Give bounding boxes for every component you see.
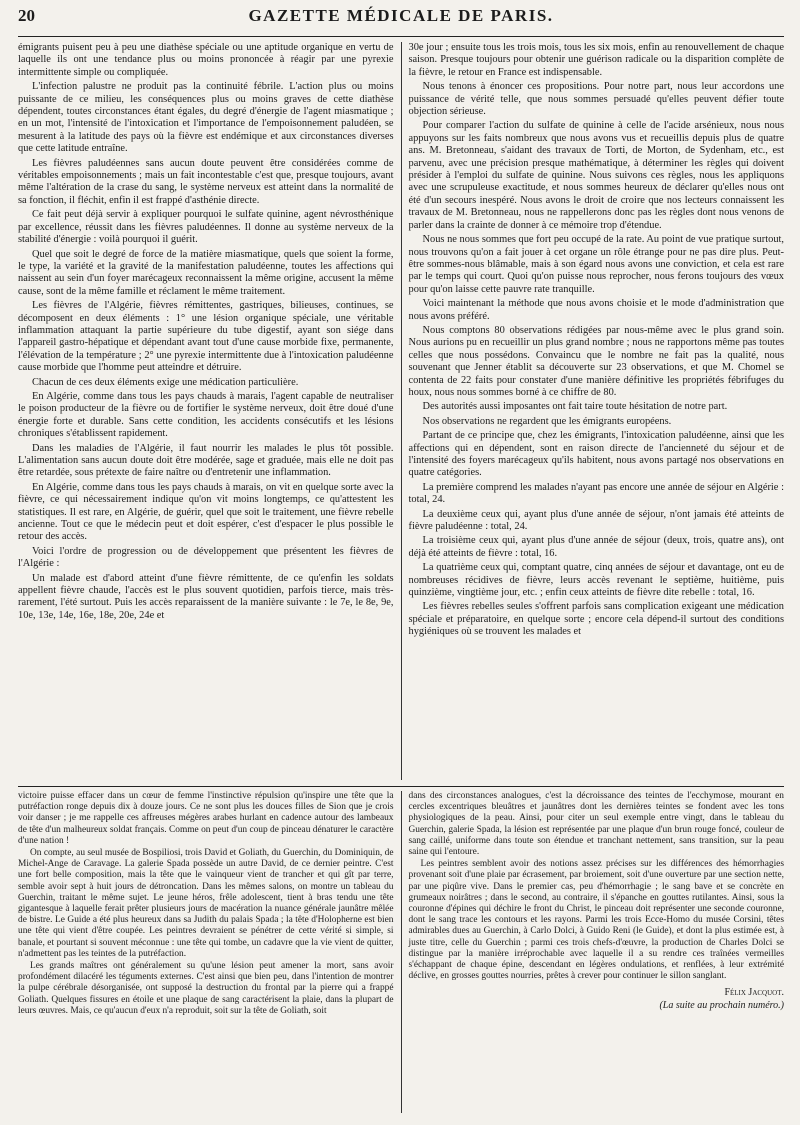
paragraph: Chacun de ces deux éléments exige une médication particulière. <box>32 376 299 388</box>
continued-note: (La suite au prochain numéro.) <box>659 1000 784 1012</box>
paragraph: Nous comptons 80 observations rédigées par nous-même avec le plus grand soin. Nous aurions pu en recueillir un plus grand nombre ; nous ne rapportons même pas toutes celles que nous possédons. Convaincu que le nombre ne fait pas la qualité, nous souvenant que Jenner établit sa découverte sur 23 observations, et que M. Chomel se contenta de 22 faits pour constater d'une manière définitive les propriétés fébrifuges du houx, nous nous sommes borné à ce chiffre de 80. <box>408 324 784 398</box>
paragraph: Nous ne nous sommes que fort peu occupé de la rate. Au point de vue pratique surtout, nous trouvons qu'on a fait jouer à cet organe un rôle étrange pour ne pas dire plus. Peut-être sommes-nous blâmable, mais à son égard nous avons une conviction, et cela est rare par le temps qui court. Quoi qu'on puisse nous reprocher, nous ferons toujours des vœux pour qu'on laisse cette pauvre rate tranquille. <box>408 234 784 295</box>
paragraph: Les peintres semblent avoir des notions assez précises sur les différences des hémorrhagies provenant soit d'une plaie par écrasement, par broiement, soit d'une ouverture par une section nette, par une piqûre vive. Dans le premier cas, peu d'hémorrhagie ; le sang bave et se concrète en grumeaux noirâtres ; dans le second, au contraire, il s'épanche en gouttes rutilantes. Ainsi, sous la couronne d'épines qui déchire le front du Christ, le pinceau doit représenter une seconde couronne, dont le sang trace les contours et les rayons. Parmi les trois Ecce-Homo du musée Corsini, têtes admirables dues au Guerchin, à Carlo Dolci, à Guido Reni (le Guide), et dont la plus estimée est, à juste titre, celle du Guerchin ; parmi ces trois chefs-d'œuvre, la production de Charles Dolci se distingue par la manière irréprochable avec laquelle il a su rendre ces traînées vermeilles s'échappant de chaque épine, descendant en légères ondulations, et renflées, à leur extrémité déclive, en grosses gouttes nourries, prêtes à crever pour continuer le sillon sanglant. <box>408 859 784 982</box>
page-number: 20 <box>18 6 35 25</box>
feuilleton-right-paragraphs <box>409 791 785 982</box>
paragraph: L'infection palustre ne produit pas la continuité fébrile. L'action plus ou moins puissante de ce milieu, les conséquences plus ou moins graves de cette diathèse dépendent, toutes circonstances étant égales, du degré d'énergie de l'agent miasmatique ; en un mot, l'intensité de l'intoxication et l'importance de l'empoisonnement paludéen, se mesurent à la latitude des pays où la fièvre est endémique et aux circonstances diverses que cette latitude entraîne. <box>18 81 394 155</box>
paragraph: Les grands maîtres ont généralement su qu'une lésion peut amener la mort, sans avoir profondément dilacéré les téguments externes. C'est ainsi que bien peu, dans l'intention de montrer la pulpe cérébrale désorganisée, ont supposé la destruction du frontal par la pierre qui a frappé Goliath. Quelques fissures en étoile et une plaque de sang caractérisent la plaie, dans la plupart de leurs œuvres. Mais, ce qu'aucun d'eux n'a reproduit, soit sur la tête de Goliath, soit <box>18 961 394 1016</box>
paragraph: victoire puisse effacer dans un cœur de femme l'instinctive répulsion qu'inspire une tête que la putréfaction ronge depuis dix à douze jours. Ce ne sont plus les douces filles de Sion que je crois voir danser ; je me rappelle ces affreuses mégères arabes hurlant en cadence autour des lambeaux de tête d'un malheureux soldat français. Comme on peut d'un coup de pinceau dénaturer le caractère d'une nation ! <box>18 791 394 846</box>
paragraph: La première comprend les malades n'ayant pas encore une année de séjour en Algérie : total, 24. <box>408 481 784 506</box>
paragraph: Des autorités aussi imposantes ont fait taire toute hésitation de notre part. <box>422 401 728 413</box>
paragraph: Nous tenons à énoncer ces propositions. Pour notre part, nous leur accordons une puissance de vérité telle, que nous sommes persuadé qu'elles peuvent défier toute objection sérieuse. <box>408 81 784 118</box>
paragraph: Les fièvres paludéennes sans aucun doute peuvent être considérées comme de véritables empoisonnements ; mais un fait incontestable c'est que, presque toujours, avant même l'altération de la crase du sang, le système nerveux est atteint dans la normalité de sa fonction, il fléchit, enfin il est frappé d'asthénie directe. <box>18 157 394 206</box>
paragraph: Un malade est d'abord atteint d'une fièvre rémittente, de ce qu'enfin les soldats appellent fièvre chaude, l'accès est le plus souvent quotidien, parfois tierce, mais très-rarement, l'été surtout. Puis les accès reparaissent de la manière suivante : le 7e, le 8e, 9e, 10e, 13e, 14e, 16e, 18e, 20e, 24e et <box>18 572 394 621</box>
paragraph: Quel que soit le degré de force de la matière miasmatique, quels que soient la forme, le type, la variété et la gravité de la manifestation paludéenne, toutes les affections qui naissent au sein d'un foyer marécageux reconnaissent la même origine, accusent la même cause, sont de la même famille et réclament le même traitement. <box>18 248 394 297</box>
running-head <box>18 6 784 37</box>
journal-title: GAZETTE MÉDICALE DE PARIS. <box>248 6 554 25</box>
paragraph: En Algérie, comme dans tous les pays chauds à marais, on vit en quelque sorte avec la fièvre, ce qui nécessairement indique qu'on vit moins longtemps, ce qu'attestent les statistiques. Il est rare, en Algérie, de guérir, quel que soit le traitement, une fièvre rebelle ancienne. Tout ce que le médecin peut et doit espérer, c'est d'espacer le plus possible le retour des accès. <box>18 481 394 543</box>
paragraph: Partant de ce principe que, chez les émigrants, l'intoxication paludéenne, ainsi que les affections qui en dépendent, sont en raison directe de l'ancienneté du séjour et de l'intensité des foyers marécageux qu'ils habitent, nous avons partagé nos observations en quatre catégories. <box>408 430 784 479</box>
paragraph: Ce fait peut déjà servir à expliquer pourquoi le sulfate quinine, agent névrosthénique par excellence, réussit dans les fièvres paludéennes. Il donne au système nerveux de la stabilité d'énergie : voilà pourquoi il guérit. <box>18 209 394 246</box>
paragraph: La quatrième ceux qui, comptant quatre, cinq années de séjour et davantage, ont eu de nombreuses récidives de fièvre, leurs accès revenant le septième, huitième, puis quinzième, vingtième jour, etc. ; enfin ceux atteints de fièvre dite rebelle : total, 16. <box>408 562 784 599</box>
paragraph: Pour comparer l'action du sulfate de quinine à celle de l'acide arsénieux, nous nous appuyons sur les faits nombreux que nous avons vus et recueillis depuis plus de quatre ans. M. Bretonneau, s'aidant des travaux de Torti, de Morton, de Sydenham, etc., est parvenu, avec une précision presque mathématique, à déterminer les règles qui doivent présider à l'emploi du sulfate de quinine. Nous suivons ces règles, nous les appliquons avec une scrupuleuse exactitude, et nous sommes heureux de déclarer qu'elles nous ont été d'un secours inespéré. Nous avons le droit de croire que nos lecteurs connaissent les travaux de M. Bretonneau, nous ne rappellerons donc pas les règles dont nous venons de parler dans la crainte de donner à ce mémoire trop d'étendue. <box>408 120 784 231</box>
paragraph: Les fièvres de l'Algérie, fièvres rémittentes, gastriques, bilieuses, continues, se décomposent en deux éléments : 1° une lésion organique spéciale, une véritable inflammation attaquant la partie supérieure du tube digestif, ayant son siége dans l'appareil gastro-hépatique et dépendant avant tout d'une cause morbide fixe, permanente, l'élévation de la température ; 2° une pyrexie intermittente due à l'intoxication paludéenne cause morbide que l'homme peut atteindre et détruire. <box>18 300 394 374</box>
main-article-right-column <box>402 42 785 780</box>
paragraph: dans des circonstances analogues, c'est la décroissance des teintes de l'ecchymose, mourant en cercles excentriques bleuâtres et jaunâtres dont les dernières teintes se fondent avec les tons physiologiques de la peau. Ainsi, pour citer un seul exemple entre vingt, dans le tableau du Guerchin, galerie Spada, la lésion est représentée par une plaque d'un brun rouge foncé, couleur de sang caillé, uniforme dans toute son étendue et tranchant nettement, sans transition, sur la peau saine qui l'entoure. <box>408 791 784 858</box>
paragraph: La deuxième ceux qui, ayant plus d'une année de séjour, n'ont jamais été atteints de fièvre paludéenne : total, 24. <box>408 508 784 533</box>
paragraph: La troisième ceux qui, ayant plus d'une année de séjour (deux, trois, quatre ans), ont déjà été atteints de fièvre : total, 16. <box>408 535 784 559</box>
author-signature: Félix Jacquot. <box>724 987 784 999</box>
paragraph: Dans les maladies de l'Algérie, il faut nourrir les malades le plus tôt possible. L'alimentation sans aucun doute doit être modérée, sage et graduée, mais elle ne doit pas être retardée, sous prétexte de faire naître ou d'entretenir une inflammation. <box>18 442 394 479</box>
feuilleton <box>18 791 784 1113</box>
paragraph: 30e jour ; ensuite tous les trois mois, tous les six mois, enfin au renouvellement de chaque saison. Presque toujours pour obtenir une guérison radicale ou la disparition complète de la fièvre, le retour en France est indispensable. <box>408 42 784 78</box>
feuilleton-left-column <box>18 791 402 1113</box>
main-article-left-column <box>18 42 402 780</box>
paragraph: En Algérie, comme dans tous les pays chauds à marais, l'agent capable de neutraliser le poison producteur de la fièvre ou de fortifier le système nerveux, doit être doué d'une énergie forte et durable. Sans cette condition, les accidents consécutifs et les lésions chroniques s'établissent rapidement. <box>18 390 394 440</box>
paragraph: Les fièvres rebelles seules s'offrent parfois sans complication exigeant une médication spéciale et préparatoire, en quelque sorte ; encore cela dépend-il surtout des conditions hygiéniques où se trouvent les malades et <box>408 601 784 638</box>
paragraph: On compte, au seul musée de Bospiliosi, trois David et Goliath, du Guerchin, du Dominiquin, de Michel-Ange de Caravage. La galerie Spada possède un autre David, de ce dernier peintre. C'est une fort belle composition, mais la tête que le vainqueur vient de trancher et qui gît par terre, semble avoir sept à huit jours de détroncation. Dans les mêmes salons, on montre un tableau du Guerchin, traitant le même sujet. Le jeune héros, frêle adolescent, tient à bras tendu une tête gigantesque à laquelle ferait prêter plusieurs jours de macération la nuance générale jaunâtre mêlée de bistre. Le Guide a été plus heureux dans sa Judith du palais Spada ; la tête d'Holopherne est bien une tête qui vient d'être coupée. Les peintres devraient se pénétrer de cette vérité si simple, si banale, et pourtant si souvent méconnue : une tête qui tombe, un cadavre que la vie vient de quitter, n'admettent pas les teintes de la putréfaction. <box>18 848 394 959</box>
paragraph: Voici l'ordre de progression ou de développement que présentent les fièvres de l'Algérie : <box>18 545 394 570</box>
feuilleton-divider <box>18 786 784 787</box>
feuilleton-right-column <box>402 791 785 1113</box>
main-article <box>18 42 784 780</box>
paragraph: Voici maintenant la méthode que nous avons choisie et le mode d'administration que nous avons préféré. <box>408 298 784 322</box>
paragraph: Nos observations ne regardent que les émigrants européens. <box>422 415 672 427</box>
paragraph: émigrants puisent peu à peu une diathèse spéciale ou une aptitude organique en vertu de laquelle ils ont une tendance plus ou moins prononcée à réagir par une pyrexie intermittente simple ou compliquée. <box>18 42 394 78</box>
